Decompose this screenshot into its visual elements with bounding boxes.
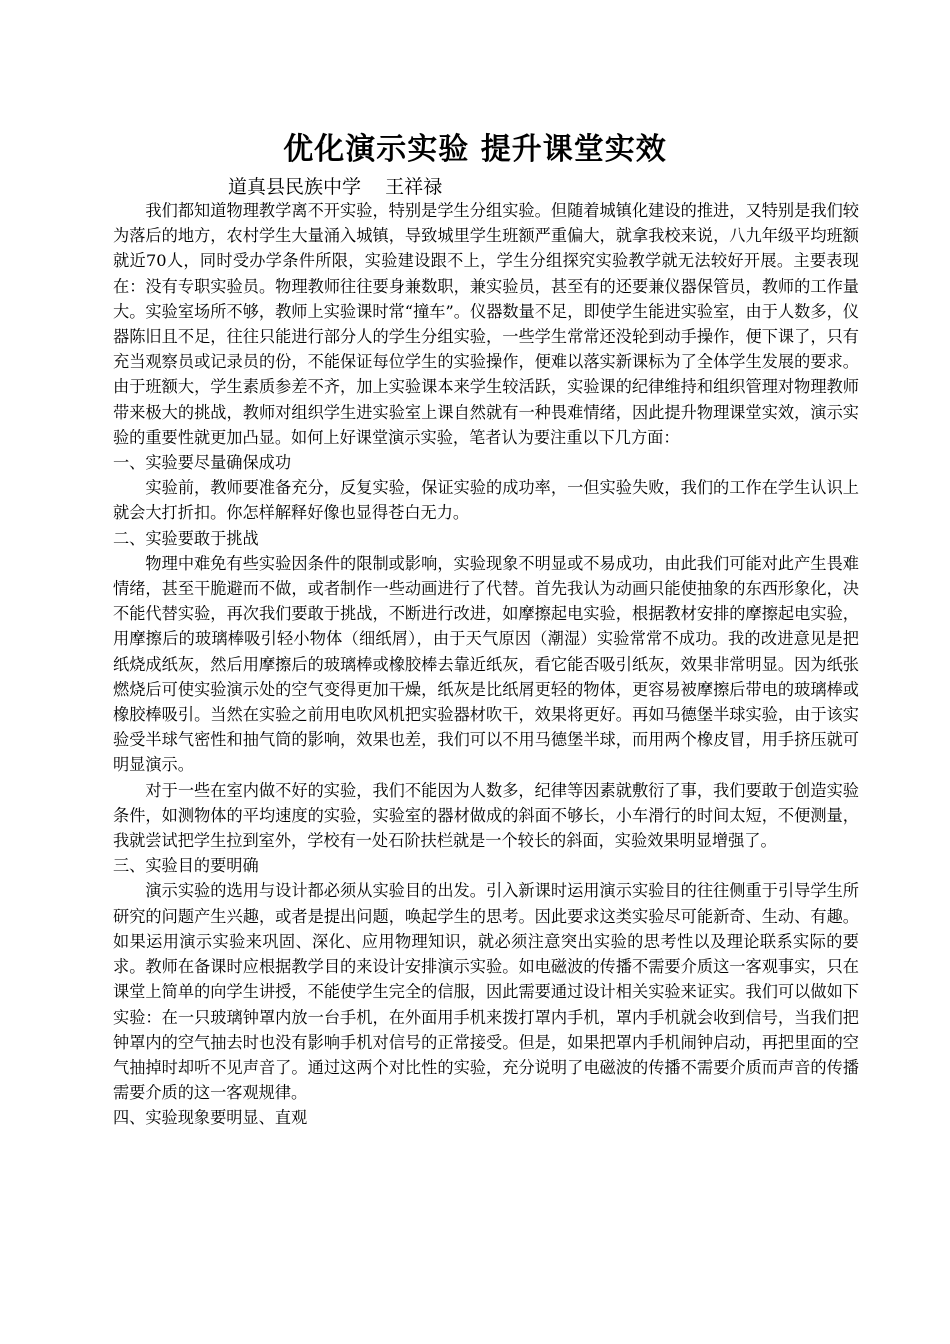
intro-paragraph: 我们都知道物理教学离不开实验，特别是学生分组实验。但随着城镇化建设的推进，又特别是我们较为落后的地方，农村学生大量涌入城镇，导致城里学生班额严重偏大，就拿我校来说，八九年级平均班额就近70人，同时受办学条件所限，实验建设跟不上，学生分组探究实验教学就无法较好开展。主要表现在：没有专职实验员。物理教师往往要身兼数职，兼实验员，甚至有的还要兼仪器保管员，教师的工作量大。实验室场所不够，教师上实验课时常“撞车”。仪器数量不足，即使学生能进实验室，由于人数多，仪器陈旧且不足，往往只能进行部分人的学生分组实验，一些学生常常还没轮到动手操作，便下课了，只有充当观察员或记录员的份，不能保证每位学生的实验操作，便难以落实新课标为了全体学生发展的要求。由于班额大，学生素质参差不齐，加上实验课本来学生较活跃，实验课的纪律维持和组织管理对物理教师带来极大的挑战，教师对组织学生进实验室上课自然就有一种畏难情绪，因此提升物理课堂实效，演示实验的重要性就更加凸显。如何上好课堂演示实验，笔者认为要注重以下几方面：	[113, 201, 859, 447]
article-body	[113, 198, 859, 1131]
section-heading-1: 一、实验要尽量确保成功	[113, 453, 292, 473]
section-2-paragraph-1: 物理中难免有些实验因条件的限制或影响，实验现象不明显或不易成功，由此我们可能对此产生畏难情绪，甚至干脆避而不做，或者制作一些动画进行了代替。首先我认为动画只能使抽象的东西形象化，决不能代替实验，再次我们要敢于挑战，不断进行改进，如摩擦起电实验，根据教材安排的摩擦起电实验，用摩擦后的玻璃棒吸引轻小物体（细纸屑），由于天气原因（潮湿）实验常常不成功。我的改进意见是把纸烧成纸灰，然后用摩擦后的玻璃棒或橡胶棒去靠近纸灰，看它能否吸引纸灰，效果非常明显。因为纸张燃烧后可使实验演示处的空气变得更加干燥，纸灰是比纸屑更轻的物体，更容易被摩擦后带电的玻璃棒或橡胶棒吸引。当然在实验之前用电吹风机把实验器材吹干，效果将更好。再如马德堡半球实验，由于该实验受半球气密性和抽气筒的影响，效果也差，我们可以不用马德堡半球，而用两个橡皮冒，用手挤压就可明显演示。	[113, 553, 859, 775]
author-line: 道真县民族中学 王祥禄	[228, 176, 443, 198]
page-title: 优化演示实验 提升课堂实效	[283, 132, 667, 167]
section-heading-2: 二、实验要敢于挑战	[113, 528, 259, 548]
section-2-paragraph-2: 对于一些在室内做不好的实验，我们不能因为人数多，纪律等因素就敷衍了事，我们要敢于创造实验条件，如测物体的平均速度的实验，实验室的器材做成的斜面不够长，小车滑行的时间太短，不便测量，我就尝试把学生拉到室外，学校有一处石阶扶栏就是一个较长的斜面，实验效果明显增强了。	[113, 780, 859, 851]
section-heading-4: 四、实验现象要明显、直观	[113, 1108, 308, 1128]
section-heading-3: 三、实验目的要明确	[113, 856, 259, 876]
section-3-paragraph-1: 演示实验的选用与设计都必须从实验目的出发。引入新课时运用演示实验目的往往侧重于引导学生所研究的问题产生兴趣，或者是提出问题，唤起学生的思考。因此要求这类实验尽可能新奇、生动、有趣。如果运用演示实验来巩固、深化、应用物理知识，就必须注意突出实验的思考性以及理论联系实际的要求。教师在备课时应根据教学目的来设计安排演示实验。如电磁波的传播不需要介质这一客观事实，只在课堂上简单的向学生讲授，不能使学生完全的信服，因此需要通过设计相关实验来证实。我们可以做如下实验：在一只玻璃钟罩内放一台手机，在外面用手机来拨打罩内手机，罩内手机就会收到信号，当我们把钟罩内的空气抽去时也没有影响手机对信号的正常接受。但是，如果把罩内手机闹钟启动，再把里面的空气抽掉时却听不见声音了。通过这两个对比性的实验，充分说明了电磁波的传播不需要介质而声音的传播需要介质的这一客观规律。	[113, 881, 859, 1103]
section-1-paragraph-1: 实验前，教师要准备充分，反复实验，保证实验的成功率，一但实验失败，我们的工作在学生认识上就会大打折扣。你怎样解释好像也显得苍白无力。	[113, 478, 859, 523]
